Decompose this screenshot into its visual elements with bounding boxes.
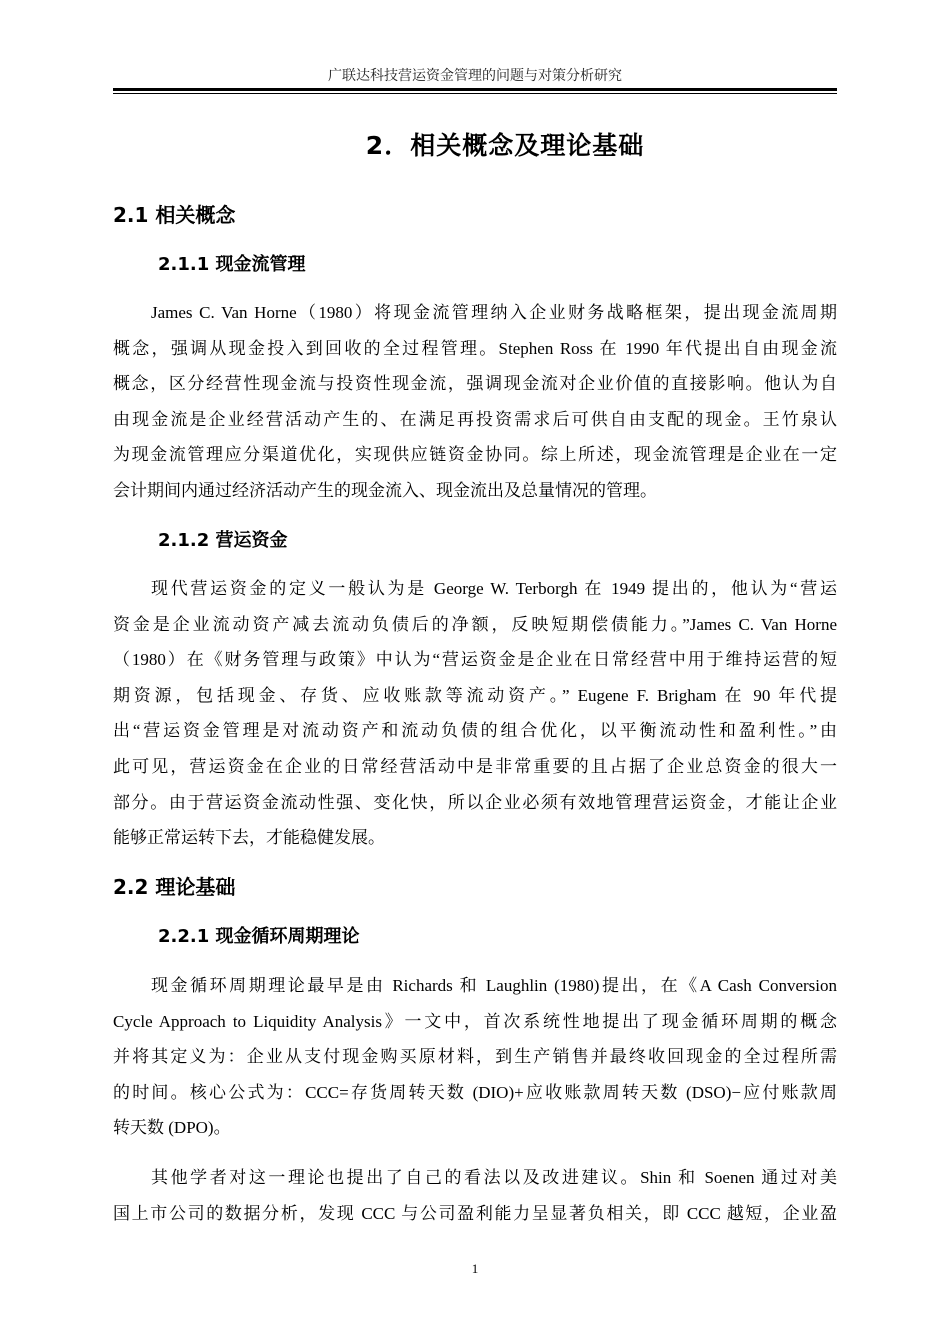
text-line: 并将其定义为：企业从支付现金购买原材料，到生产销售并最终收回现金的全过程所需: [113, 1047, 837, 1067]
text-line: 转天数 (DPO)。: [113, 1118, 231, 1138]
section-heading-2-2: 2.2 理论基础: [113, 875, 236, 899]
text-line: 概念，区分经营性现金流与投资性现金流，强调现金流对企业价值的直接影响。他认为自: [113, 374, 837, 394]
text-line: 部分。由于营运资金流动性强、变化快，所以企业必须有效地管理营运资金，才能让企业: [113, 792, 837, 812]
page-number: 1: [471, 1261, 479, 1276]
paragraph-working-capital: [113, 571, 837, 856]
text-line: 会计期间内通过经济活动产生的现金流入、现金流出及总量情况的管理。: [113, 480, 657, 500]
text-line: 期资源，包括现金、存货、应收账款等流动资产。” Eugene F. Brigham 在 90 年代提: [113, 685, 837, 705]
section-heading-2-1: 2.1 相关概念: [113, 203, 236, 227]
text-line: 其他学者对这一理论也提出了自己的看法以及改进建议。Shin 和 Soenen 通过对美: [151, 1168, 837, 1187]
text-line: Cycle Approach to Liquidity Analysis》一文中，首次系统性地提出了现金循环周期的概念: [113, 1011, 837, 1031]
paragraph-cash-flow-management: [113, 295, 837, 509]
text-line: 为现金流管理应分渠道优化，实现供应链资金协同。综上所述，现金流管理是企业在一定: [113, 445, 837, 465]
subsection-heading-2-1-1: 2.1.1 现金流管理: [158, 254, 306, 275]
subsection-heading-2-1-2: 2.1.2 营运资金: [158, 530, 288, 551]
header-rule-thin: [113, 93, 837, 94]
header-rule-thick: [113, 88, 837, 91]
text-line: 概念，强调从现金投入到回收的全过程管理。Stephen Ross 在 1990 年代提出自由现金流: [113, 338, 837, 358]
subsection-heading-2-2-1: 2.2.1 现金循环周期理论: [158, 926, 360, 947]
text-line: 此可见，营运资金在企业的日常经营活动中是非常重要的且占据了企业总资金的很大一: [113, 756, 837, 776]
paragraph-other-scholars: [113, 1160, 837, 1231]
chapter-title: 2．相关概念及理论基础: [365, 131, 645, 160]
text-line: （1980）在《财务管理与政策》中认为“营运资金是企业在日常经营中用于维持运营的短: [113, 650, 837, 670]
text-line: 资金是企业流动资产减去流动负债后的净额，反映短期偿债能力。”James C. Van Horne: [113, 614, 837, 634]
text-line: 现金循环周期理论最早是由 Richards 和 Laughlin (1980)提出，在《A Cash Conversion: [151, 976, 837, 995]
paragraph-cash-conversion-cycle: [113, 968, 837, 1146]
text-line: 能够正常运转下去，才能稳健发展。: [113, 828, 385, 848]
text-line: 的时间。核心公式为：CCC=存货周转天数 (DIO)+应收账款周转天数 (DSO)−应付账款周: [113, 1082, 837, 1102]
text-line: 国上市公司的数据分析，发现 CCC 与公司盈利能力呈显著负相关，即 CCC 越短，企业盈: [113, 1203, 837, 1223]
text-line: James C. Van Horne（1980）将现金流管理纳入企业财务战略框架，提出现金流周期: [151, 303, 837, 322]
text-line: 现代营运资金的定义一般认为是 George W. Terborgh 在 1949 提出的，他认为“营运: [151, 579, 837, 598]
text-line: 出“营运资金管理是对流动资产和流动负债的组合优化，以平衡流动性和盈利性。”由: [113, 721, 837, 741]
running-header: 广联达科技营运资金管理的问题与对策分析研究: [328, 69, 622, 84]
text-line: 由现金流是企业经营活动产生的、在满足再投资需求后可供自由支配的现金。王竹泉认: [113, 409, 837, 429]
